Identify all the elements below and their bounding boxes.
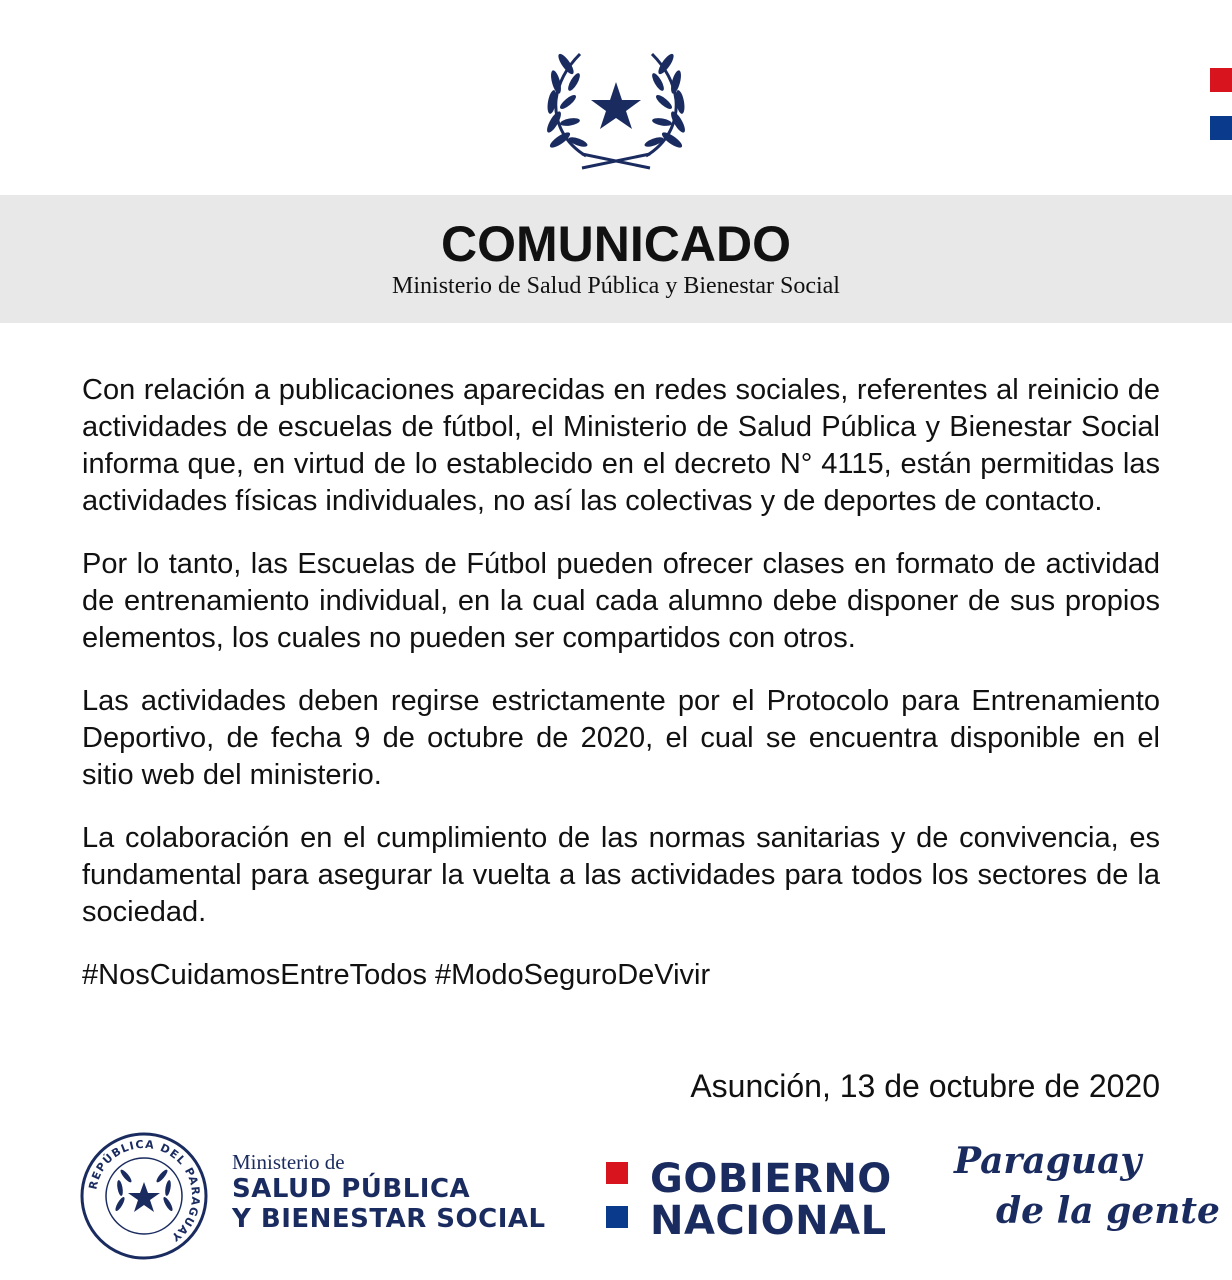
ministry-line3: Y BIENESTAR SOCIAL (232, 1204, 546, 1234)
red-square-icon (1210, 68, 1232, 92)
gobierno-line1: GOBIERNO (650, 1156, 892, 1202)
slogan-line2: de la gente (996, 1190, 1220, 1232)
communique-body (82, 372, 1160, 994)
date-line: Asunción, 13 de octubre de 2020 (690, 1068, 1160, 1104)
paragraph: Las actividades deben regirse estrictamente por el Protocolo para Entrenamiento Deportivo, de fecha 9 de octubre de 2020, el cual se encuentra disponible en el sitio web del ministerio. (82, 685, 1160, 791)
red-square-icon (606, 1162, 628, 1184)
header-banner (0, 195, 1232, 323)
slogan-line1: Paraguay (954, 1140, 1142, 1182)
blue-square-icon (606, 1206, 628, 1228)
page-title: COMUNICADO (441, 216, 791, 272)
gobierno-line2: NACIONAL (650, 1198, 887, 1244)
ministry-line2: SALUD PÚBLICA (232, 1174, 471, 1204)
ministry-logo (232, 1150, 546, 1234)
paragraph: Con relación a publicaciones aparecidas en redes sociales, referentes al reinicio de actividades de escuelas de fútbol, el Ministerio de Salud Pública y Bienestar Social informa que, en virtud de lo establecido en el decreto N° 4115, están permitidas las actividades físicas individuales, no así las colectivas y de deportes de contacto. (82, 374, 1160, 517)
svg-text:REPÚBLICA DEL PARAGUAY: REPÚBLICA DEL PARAGUAY (86, 1137, 203, 1245)
paragraph: Por lo tanto, las Escuelas de Fútbol pueden ofrecer clases en formato de actividad de entrenamiento individual, en la cual cada alumno debe disponer de sus propios elementos, los cuales no pueden ser compartidos con otros. (82, 548, 1160, 654)
page-subtitle: Ministerio de Salud Pública y Bienestar Social (392, 273, 840, 299)
blue-square-icon (1210, 116, 1232, 140)
hashtags: #NosCuidamosEntreTodos #ModoSeguroDeVivir (82, 959, 711, 991)
laurel-star-crest-icon (546, 44, 686, 172)
national-seal-icon (80, 1132, 208, 1260)
ministry-line1: Ministerio de (232, 1150, 345, 1174)
paragraph: La colaboración en el cumplimiento de las normas sanitarias y de convivencia, es fundamental para asegurar la vuelta a las actividades para todos los sectores de la sociedad. (82, 822, 1160, 928)
